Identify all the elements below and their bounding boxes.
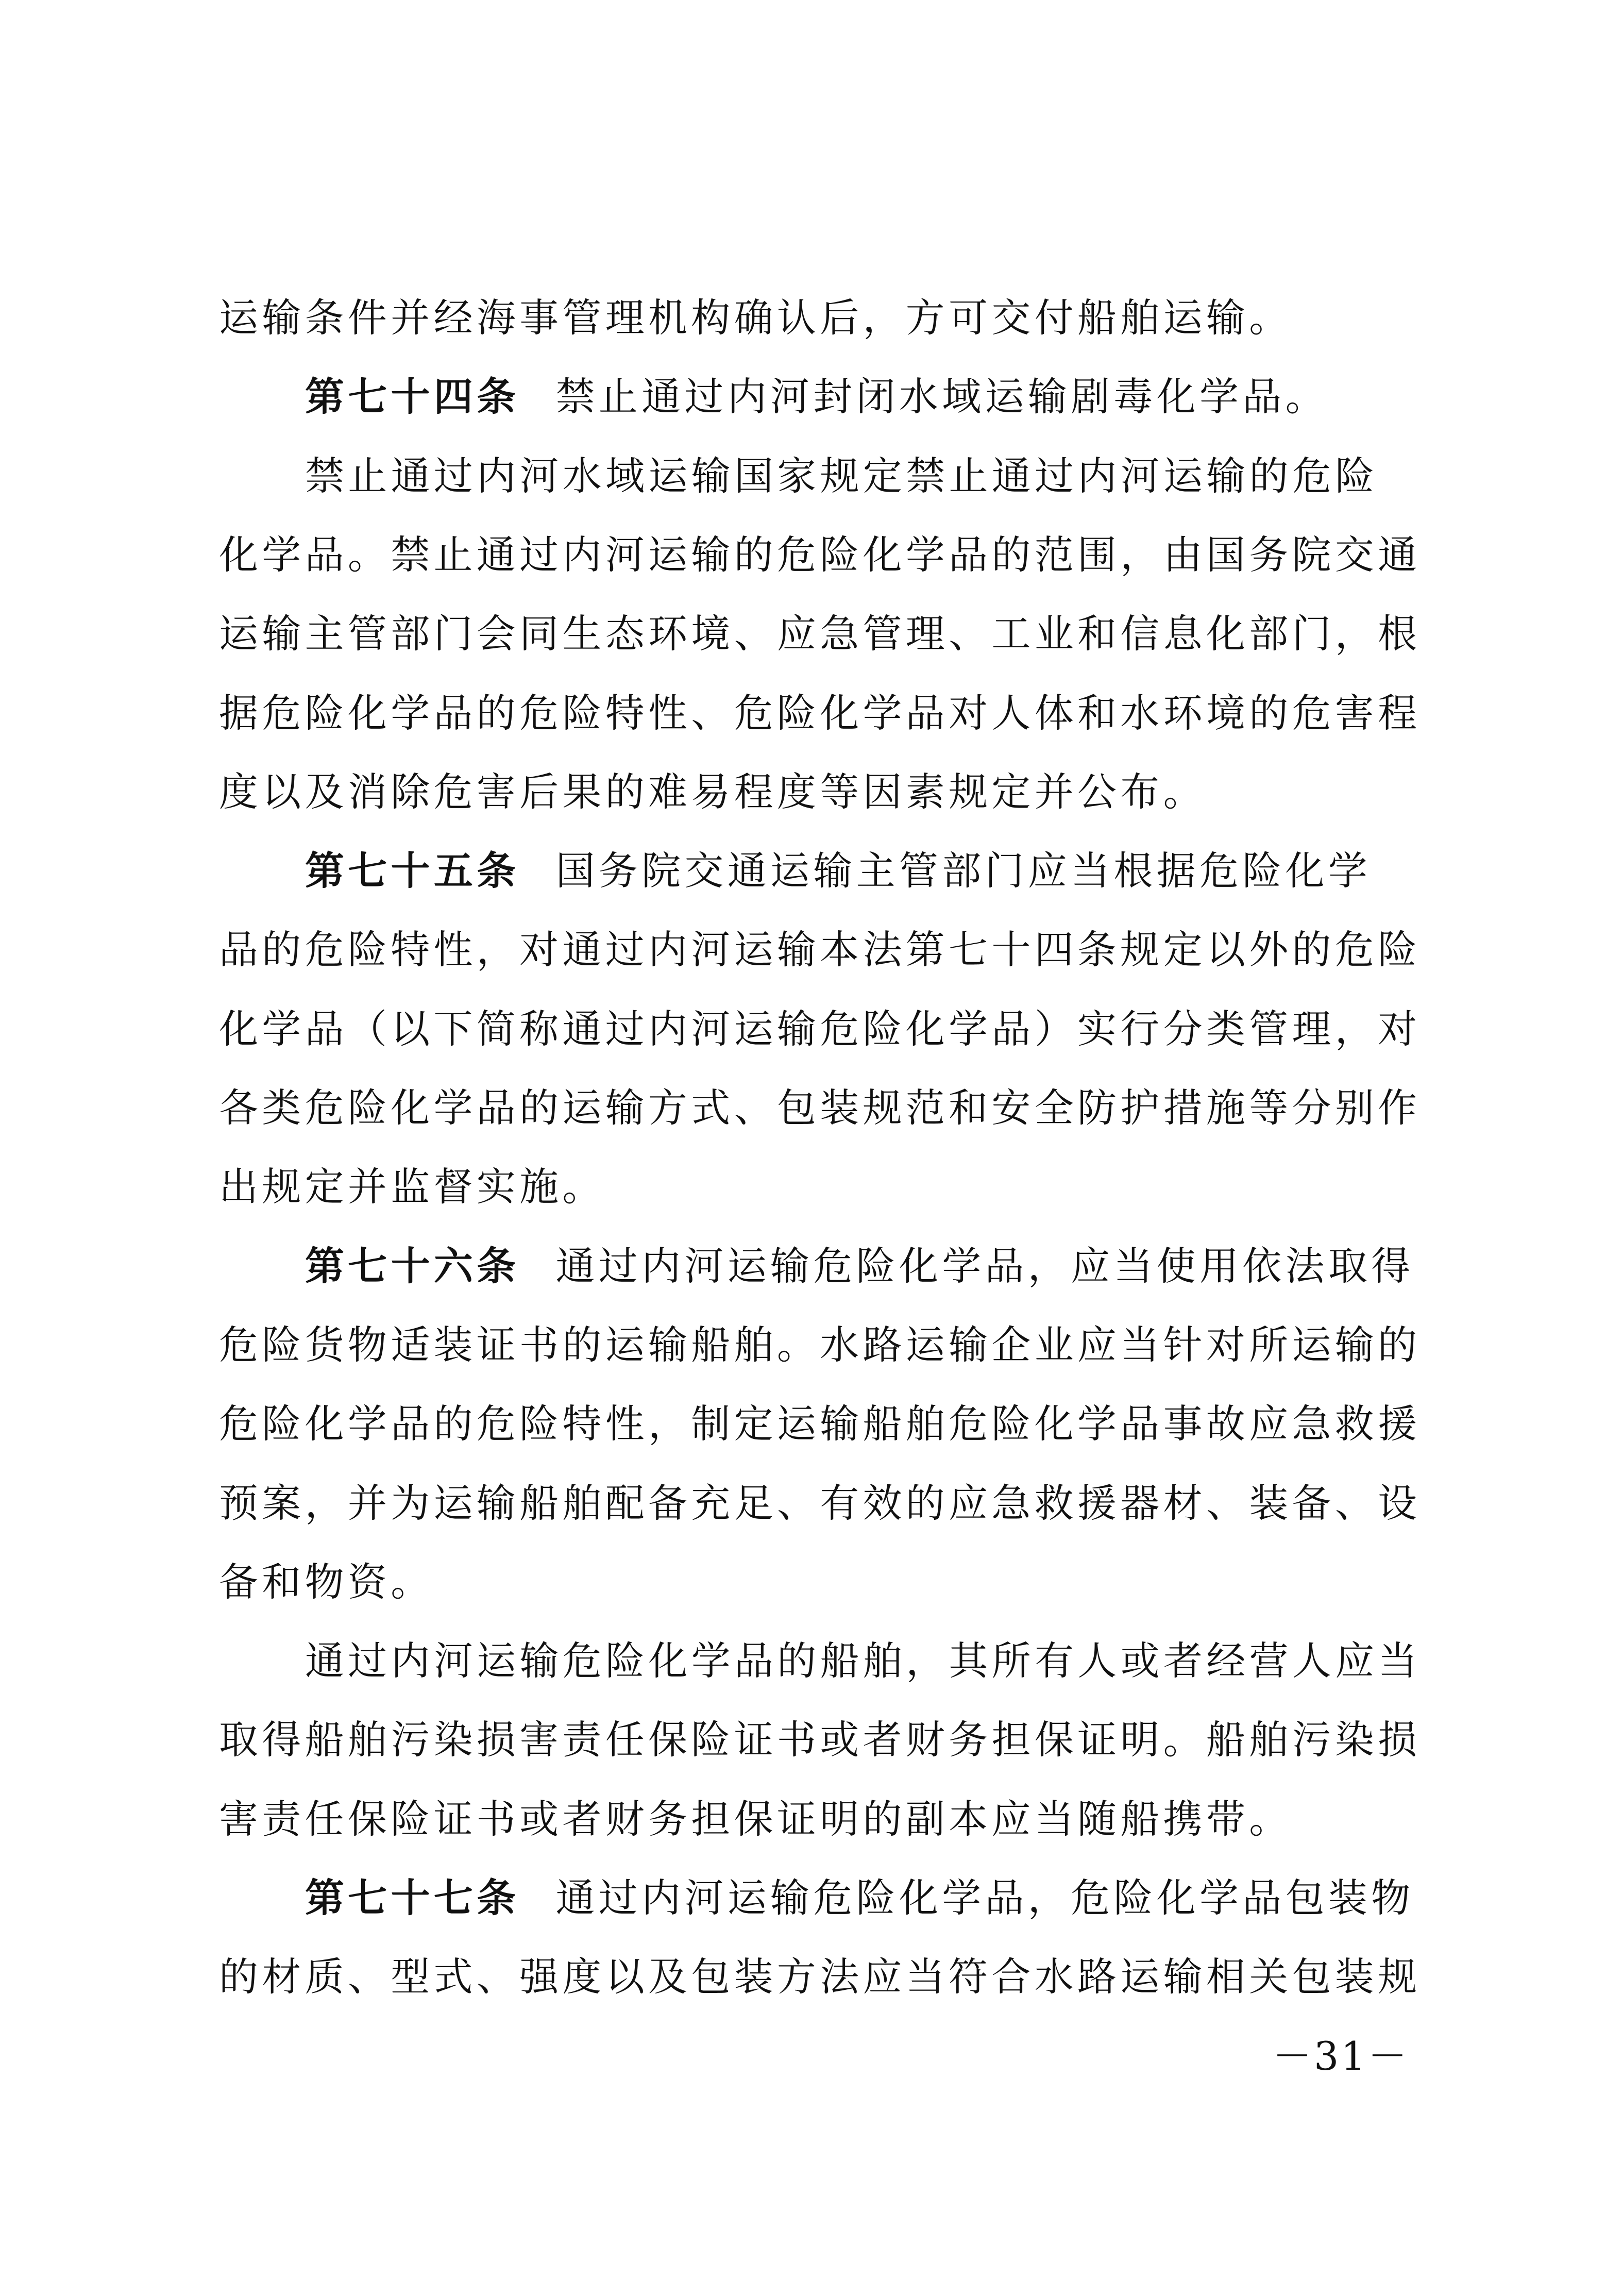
line-text: 运输条件并经海事管理机构确认后，方可交付船舶运输。 xyxy=(219,295,1292,341)
text-line xyxy=(219,278,1425,357)
line-text: 化学品。禁止通过内河运输的危险化学品的范围，由国务院交通 xyxy=(219,531,1421,578)
line-text: 国务院交通运输主管部门应当根据危险化学 xyxy=(555,848,1372,894)
text-line xyxy=(219,1700,1425,1779)
line-text: 出规定并监督实施。 xyxy=(219,1164,605,1210)
text-line xyxy=(219,1305,1425,1384)
line-text: 备和物资。 xyxy=(219,1558,434,1605)
text-line xyxy=(219,1543,1425,1621)
line-text: 危险货物适装证书的运输船舶。水路运输企业应当针对所运输的 xyxy=(219,1321,1421,1368)
line-text: 禁止通过内河封闭水域运输剧毒化学品。 xyxy=(555,374,1328,420)
text-line xyxy=(219,1937,1425,2016)
article-number: 第七十七条 xyxy=(305,1875,520,1921)
line-text: 通过内河运输危险化学品的船舶，其所有人或者经营人应当 xyxy=(305,1638,1421,1684)
article-heading-line xyxy=(219,1858,1425,1937)
text-line xyxy=(219,674,1425,752)
line-text: 危险化学品的危险特性，制定运输船舶危险化学品事故应急救援 xyxy=(219,1401,1421,1447)
article-number: 第七十四条 xyxy=(305,374,520,420)
line-text: 运输主管部门会同生态环境、应急管理、工业和信息化部门，根 xyxy=(219,611,1421,657)
text-line xyxy=(219,1621,1425,1700)
text-line xyxy=(219,910,1425,989)
text-line xyxy=(219,594,1425,673)
text-line xyxy=(219,1464,1425,1543)
line-text: 的材质、型式、强度以及包装方法应当符合水路运输相关包装规 xyxy=(219,1954,1421,2000)
text-line xyxy=(219,990,1425,1068)
article-heading-line xyxy=(219,831,1425,910)
text-line xyxy=(219,437,1425,515)
text-line xyxy=(219,1068,1425,1147)
article-heading-line xyxy=(219,1227,1425,1305)
article-heading-line xyxy=(219,357,1425,436)
line-text: 害责任保险证书或者财务担保证明的副本应当随船携带。 xyxy=(219,1796,1292,1842)
line-text: 禁止通过内河水域运输国家规定禁止通过内河运输的危险 xyxy=(305,453,1378,499)
line-text: 化学品（以下简称通过内河运输危险化学品）实行分类管理，对 xyxy=(219,1005,1421,1052)
line-text: 据危险化学品的危险特性、危险化学品对人体和水环境的危害程 xyxy=(219,690,1421,736)
text-line xyxy=(219,752,1425,831)
line-text: 通过内河运输危险化学品，应当使用依法取得 xyxy=(555,1243,1414,1289)
line-text: 预案，并为运输船舶配备充足、有效的应急救援器材、装备、设 xyxy=(219,1480,1421,1526)
article-number: 第七十五条 xyxy=(305,848,520,894)
line-text: 品的危险特性，对通过内河运输本法第七十四条规定以外的危险 xyxy=(219,927,1421,973)
line-text: 度以及消除危害后果的难易程度等因素规定并公布。 xyxy=(219,768,1206,815)
page-number: －31－ xyxy=(1273,2033,1409,2079)
line-text: 取得船舶污染损害责任保险证书或者财务担保证明。船舶污染损 xyxy=(219,1717,1421,1763)
text-line xyxy=(219,1780,1425,1858)
line-text: 通过内河运输危险化学品，危险化学品包装物 xyxy=(555,1875,1414,1921)
line-text: 各类危险化学品的运输方式、包装规范和安全防护措施等分别作 xyxy=(219,1085,1421,1131)
text-line xyxy=(219,1147,1425,1226)
text-line xyxy=(219,1384,1425,1463)
article-number: 第七十六条 xyxy=(305,1243,520,1289)
text-line xyxy=(219,515,1425,594)
